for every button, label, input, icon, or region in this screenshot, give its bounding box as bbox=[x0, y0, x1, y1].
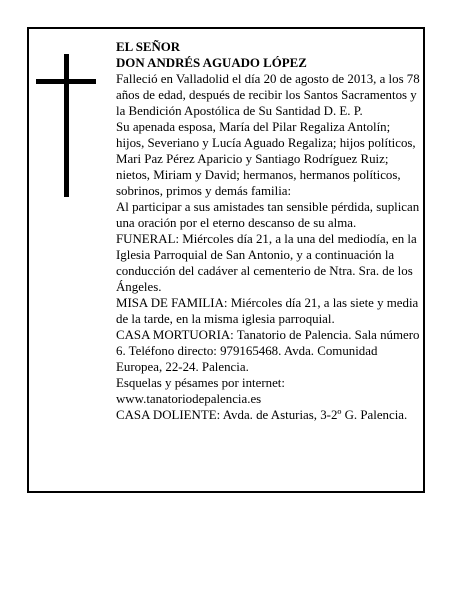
obituary-text bbox=[116, 39, 421, 423]
family-mass-info: MISA DE FAMILIA: Miércoles día 21, a las siete y media de la tarde, en la misma iglesia parroquial. bbox=[116, 296, 419, 326]
funeral-info: FUNERAL: Miércoles día 21, a la una del mediodía, en la Iglesia Parroquial de San Antonio, y a continuación la conducción del cadáver al cementerio de Ntra. Sra. de los Ángeles. bbox=[116, 232, 417, 294]
death-announcement: Falleció en Valladolid el día 20 de agosto de 2013, a los 78 años de edad, después de recibir los Santos Sacramentos y la Bendición Apostólica de Su Santidad D. E. P. bbox=[116, 72, 420, 118]
online-condolences: Esquelas y pésames por internet: www.tanatoriodepalencia.es bbox=[116, 376, 285, 406]
cross-horizontal-bar bbox=[36, 79, 96, 84]
cross-vertical-bar bbox=[64, 54, 69, 197]
family-home-info: CASA DOLIENTE: Avda. de Asturias, 3-2º G. Palencia. bbox=[116, 408, 408, 422]
heading-title: EL SEÑOR bbox=[116, 40, 181, 54]
funeral-home-info: CASA MORTUORIA: Tanatorio de Palencia. Sala número 6. Teléfono directo: 979165468. Avda. Comunidad Europea, 22-24. Palencia. bbox=[116, 328, 420, 374]
prayer-request: Al participar a sus amistades tan sensible pérdida, suplican una oración por el eterno descanso de su alma. bbox=[116, 200, 420, 230]
deceased-name: DON ANDRÉS AGUADO LÓPEZ bbox=[116, 56, 307, 70]
family-list: Su apenada esposa, María del Pilar Regaliza Antolín; hijos, Severiano y Lucía Aguado Regaliza; hijos políticos, Mari Paz Pérez Aparicio y Santiago Rodríguez Ruiz; nietos, Miriam y David; hermanos, hermanos políticos, sobrinos, primos y demás familia: bbox=[116, 120, 416, 198]
